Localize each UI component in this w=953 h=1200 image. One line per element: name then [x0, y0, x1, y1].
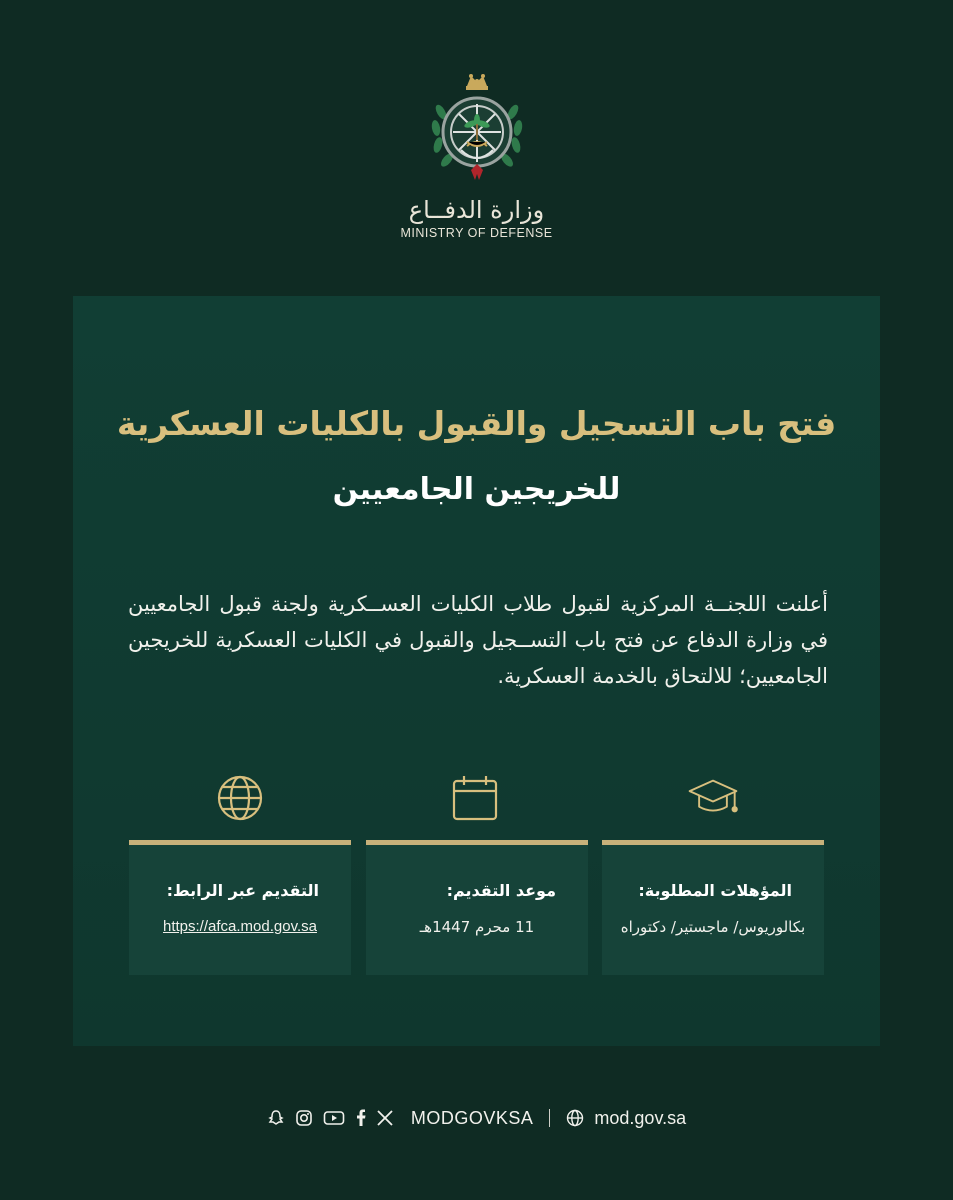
globe-icon — [214, 772, 266, 824]
facebook-icon[interactable] — [355, 1109, 367, 1127]
apply-link[interactable]: https://afca.mod.gov.sa — [163, 918, 317, 935]
ministry-logo — [0, 72, 953, 240]
ministry-emblem — [427, 72, 527, 190]
info-label: التقديم عبر الرابط: — [166, 881, 319, 900]
card-accent-bar — [129, 840, 351, 845]
snapchat-icon[interactable] — [267, 1109, 285, 1127]
info-card-date — [366, 840, 588, 975]
announcement-body: أعلنت اللجنــة المركزية لقبول طلاب الكليات العســكرية ولجنة قبول الجامعيين في وزارة الدفاع عن فتح باب التســجيل والقبول في الكليات العسكرية للخريجين الجامعيين؛ للالتحاق بالخدمة العسكرية. — [128, 592, 828, 688]
calendar-icon — [449, 772, 501, 824]
announcement-subtitle: للخريجين الجامعيين — [332, 472, 621, 507]
card-accent-bar — [366, 840, 588, 845]
announcement-title: فتح باب التسجيل والقبول بالكليات العسكرية — [116, 404, 837, 443]
info-label: المؤهلات المطلوبة: — [638, 881, 792, 900]
info-card-link — [129, 840, 351, 975]
footer-separator — [549, 1109, 550, 1127]
info-value: بكالوريوس/ ماجستير/ دكتوراه — [620, 918, 806, 936]
globe-icon — [566, 1109, 584, 1127]
instagram-icon[interactable] — [295, 1109, 313, 1127]
x-icon[interactable] — [377, 1109, 393, 1127]
social-handle[interactable]: MODGOVKSA — [410, 1107, 534, 1128]
announcement-panel — [73, 296, 880, 1046]
youtube-icon[interactable] — [323, 1109, 345, 1127]
website-link[interactable]: mod.gov.sa — [594, 1107, 687, 1128]
card-accent-bar — [602, 840, 824, 845]
graduation-cap-icon — [687, 772, 739, 824]
info-label: موعد التقديم: — [446, 881, 556, 900]
info-value: 11 محرم 1447هـ — [419, 918, 535, 936]
ministry-name-arabic: وزارة الدفــاع — [408, 196, 545, 224]
info-card-qualifications — [602, 840, 824, 975]
footer — [0, 1106, 953, 1130]
ministry-name-english: MINISTRY OF DEFENSE — [400, 226, 553, 240]
